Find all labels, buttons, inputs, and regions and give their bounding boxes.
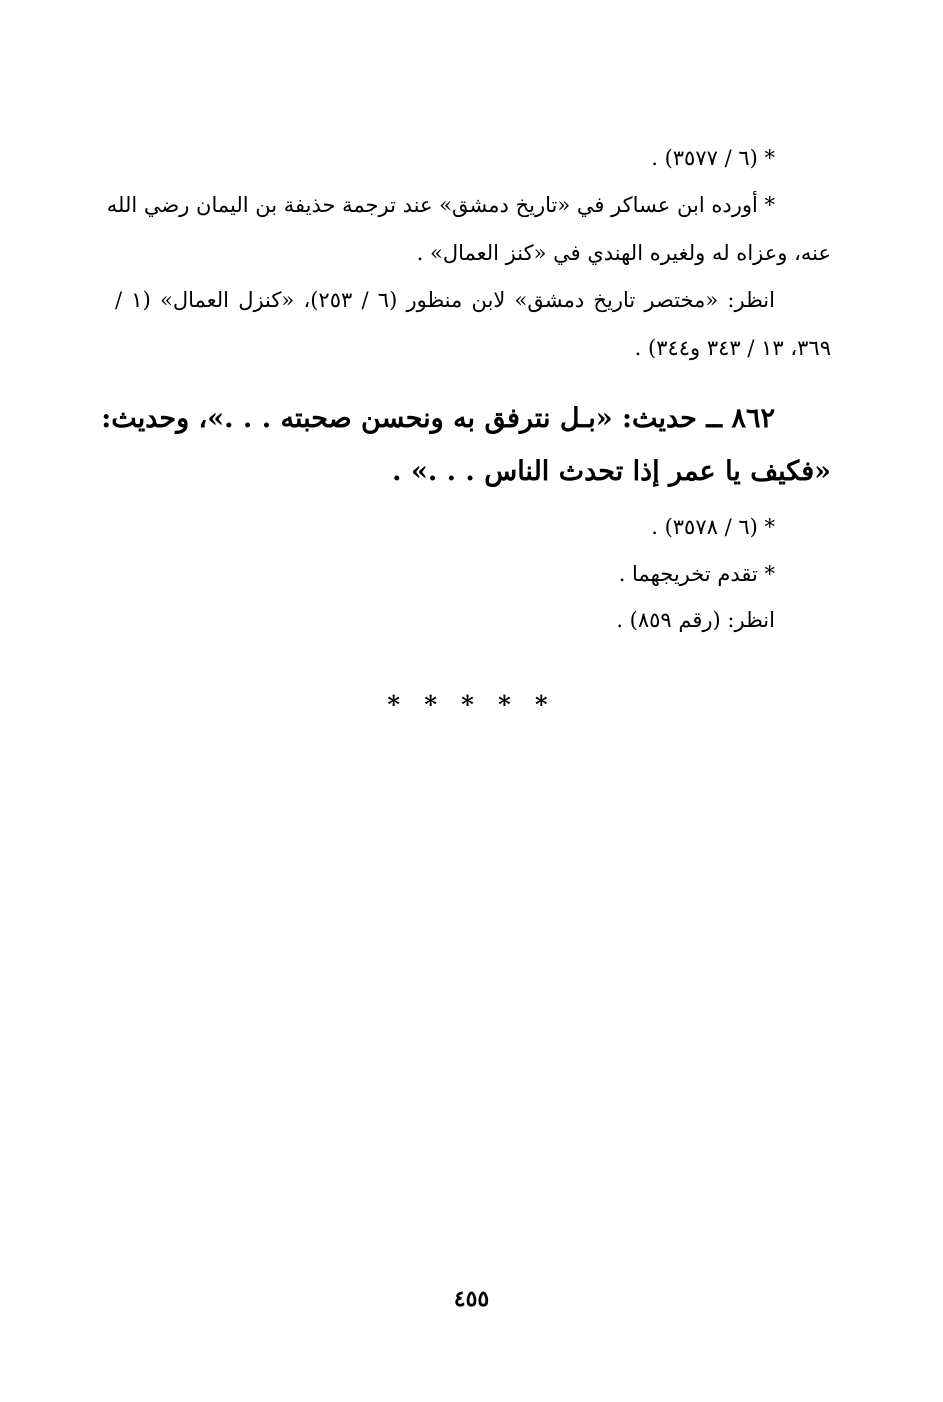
section-separator: * * * * * <box>387 690 556 719</box>
entry-861-ref: * (٦ / ٣٥٧٧) . <box>651 146 775 170</box>
entry-861-see-line-2: ٣٦٩، ١٣ / ٣٤٣ و٣٤٤) . <box>634 336 831 360</box>
entry-861-see-line-1: انظر: «مختصر تاريخ دمشق» لابن منظور (٦ / ٢٥٣)، «كنزل العمال» (١ / <box>115 288 775 312</box>
entry-862-note: * تقدم تخريجهما . <box>618 562 775 586</box>
entry-862-ref: * (٦ / ٣٥٧٨) . <box>651 515 775 539</box>
entry-861-source-line-2: عنه، وعزاه له ولغيره الهندي في «كنز العمال» . <box>416 241 831 265</box>
entry-862-see: انظر: (رقم ٨٥٩) . <box>616 608 775 632</box>
entry-862-heading-line-2: «فكيف يا عمر إذا تحدث الناس . . .» . <box>392 456 831 487</box>
entry-862-heading-line-1: ٨٦٢ ــ حديث: «بـل نترفق به ونحسن صحبته . . .»، وحديث: <box>101 403 775 434</box>
entry-861-source-line-1: * أورده ابن عساكر في «تاريخ دمشق» عند ترجمة حذيفة بن اليمان رضي الله <box>106 193 775 217</box>
page-number: ٤٥٥ <box>453 1286 490 1312</box>
